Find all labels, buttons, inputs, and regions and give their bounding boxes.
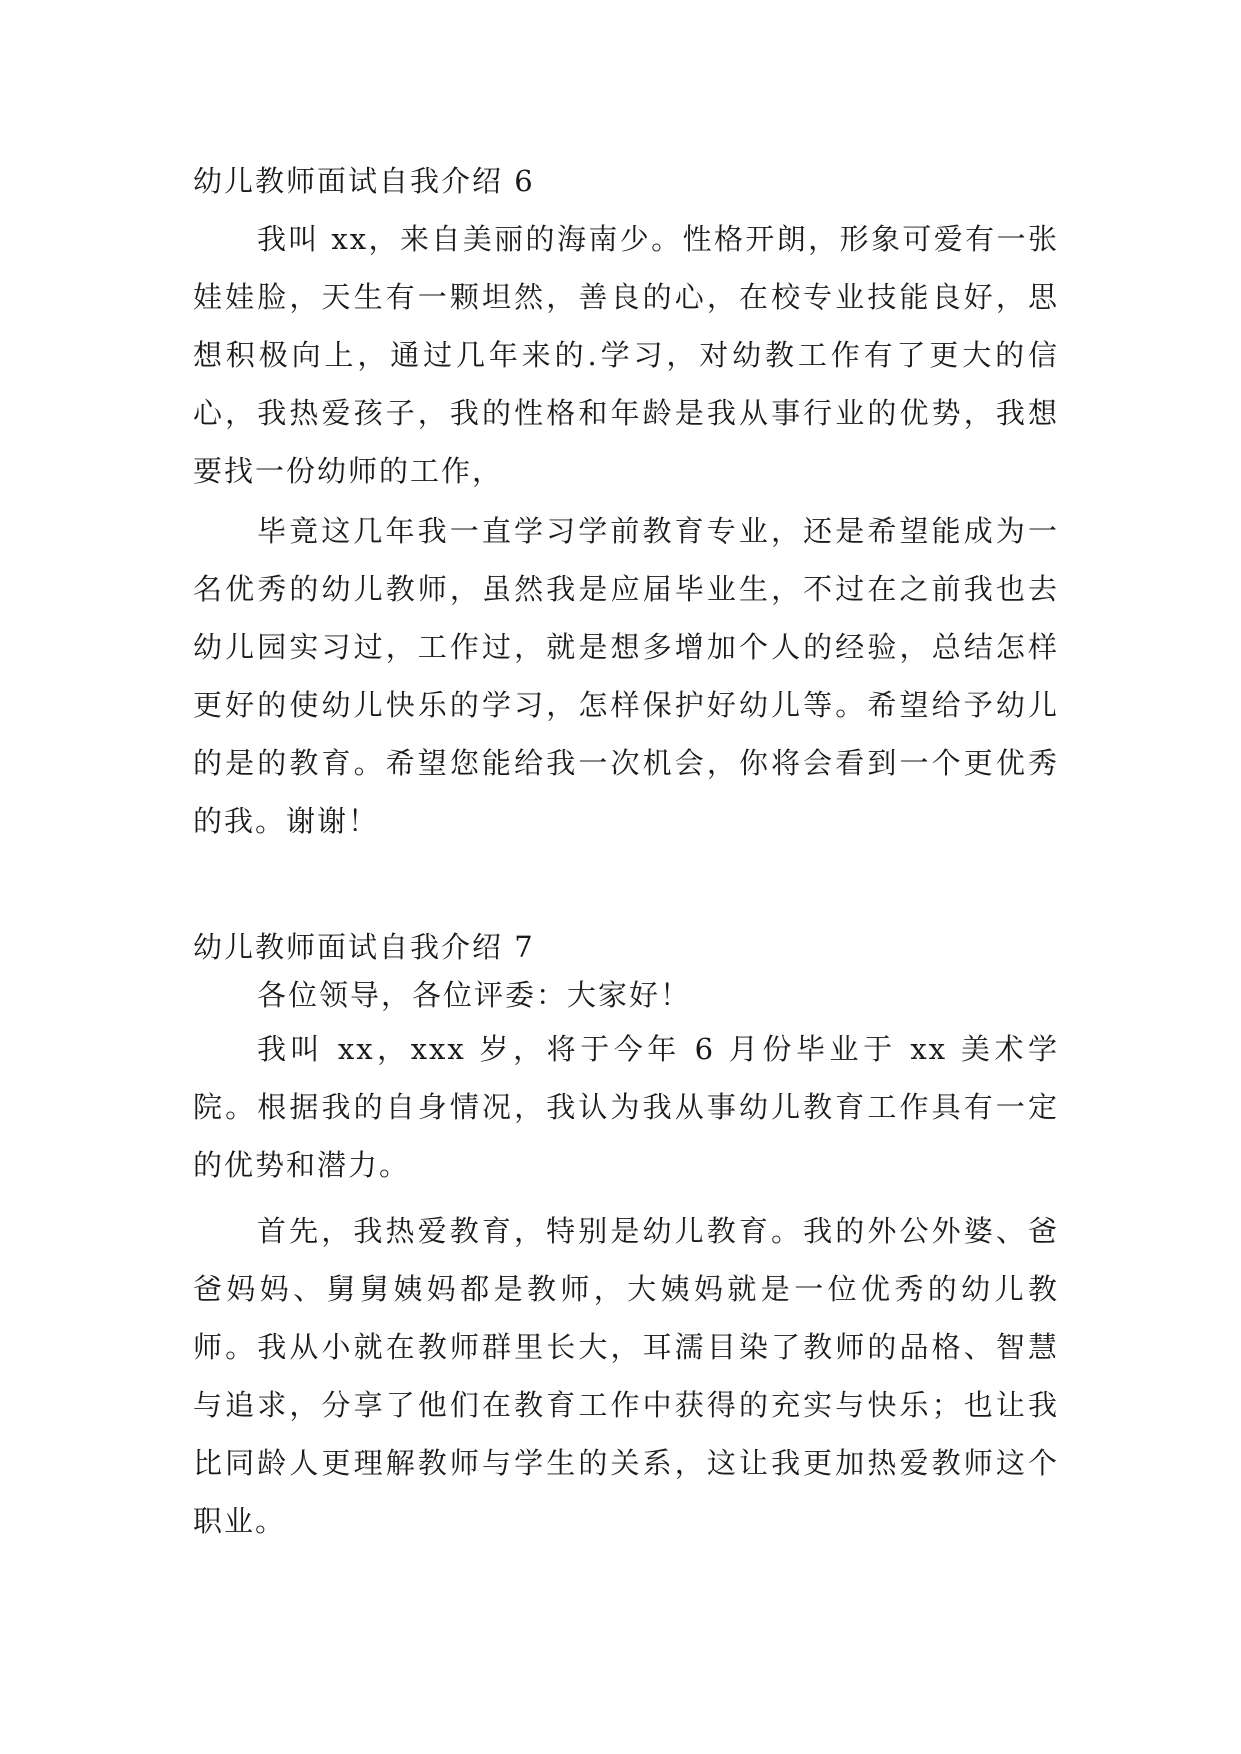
section-heading: 幼儿教师面试自我介绍 7 [193, 930, 535, 964]
paragraph: 首先，我热爱教育，特别是幼儿教育。我的外公外婆、爸爸妈妈、舅舅姨妈都是教师，大姨妈就是一位优秀的幼儿教师。我从小就在教师群里长大，耳濡目染了教师的品格、智慧与追求，分享了他们在教育工作中获得的充实与快乐；也让我比同龄人更理解教师与学生的关系，这让我更加热爱教师这个职业。 [193, 1214, 1059, 1538]
greeting-line: 各位领导，各位评委：大家好！ [257, 978, 692, 1012]
paragraph: 我叫 xx，来自美丽的海南少。性格开朗，形象可爱有一张娃娃脸，天生有一颗坦然，善良的心，在校专业技能良好，思想积极向上，通过几年来的.学习，对幼教工作有了更大的信心，我热爱孩子，我的性格和年龄是我从事行业的优势，我想要找一份幼师的工作， [193, 222, 1059, 488]
section-introduction-6 [193, 160, 1059, 850]
section-heading: 幼儿教师面试自我介绍 6 [193, 164, 535, 198]
paragraph: 我叫 xx，xxx 岁，将于今年 6 月份毕业于 xx 美术学院。根据我的自身情况，我认为我从事幼儿教育工作具有一定的优势和潜力。 [193, 1032, 1059, 1182]
section-introduction-7 [193, 926, 1059, 1550]
document-body [193, 160, 1059, 1550]
paragraph: 毕竟这几年我一直学习学前教育专业，还是希望能成为一名优秀的幼儿教师，虽然我是应届毕业生，不过在之前我也去幼儿园实习过，工作过，就是想多增加个人的经验，总结怎样更好的使幼儿快乐的学习，怎样保护好幼儿等。希望给予幼儿的是的教育。希望您能给我一次机会，你将会看到一个更优秀的我。谢谢！ [193, 514, 1059, 838]
